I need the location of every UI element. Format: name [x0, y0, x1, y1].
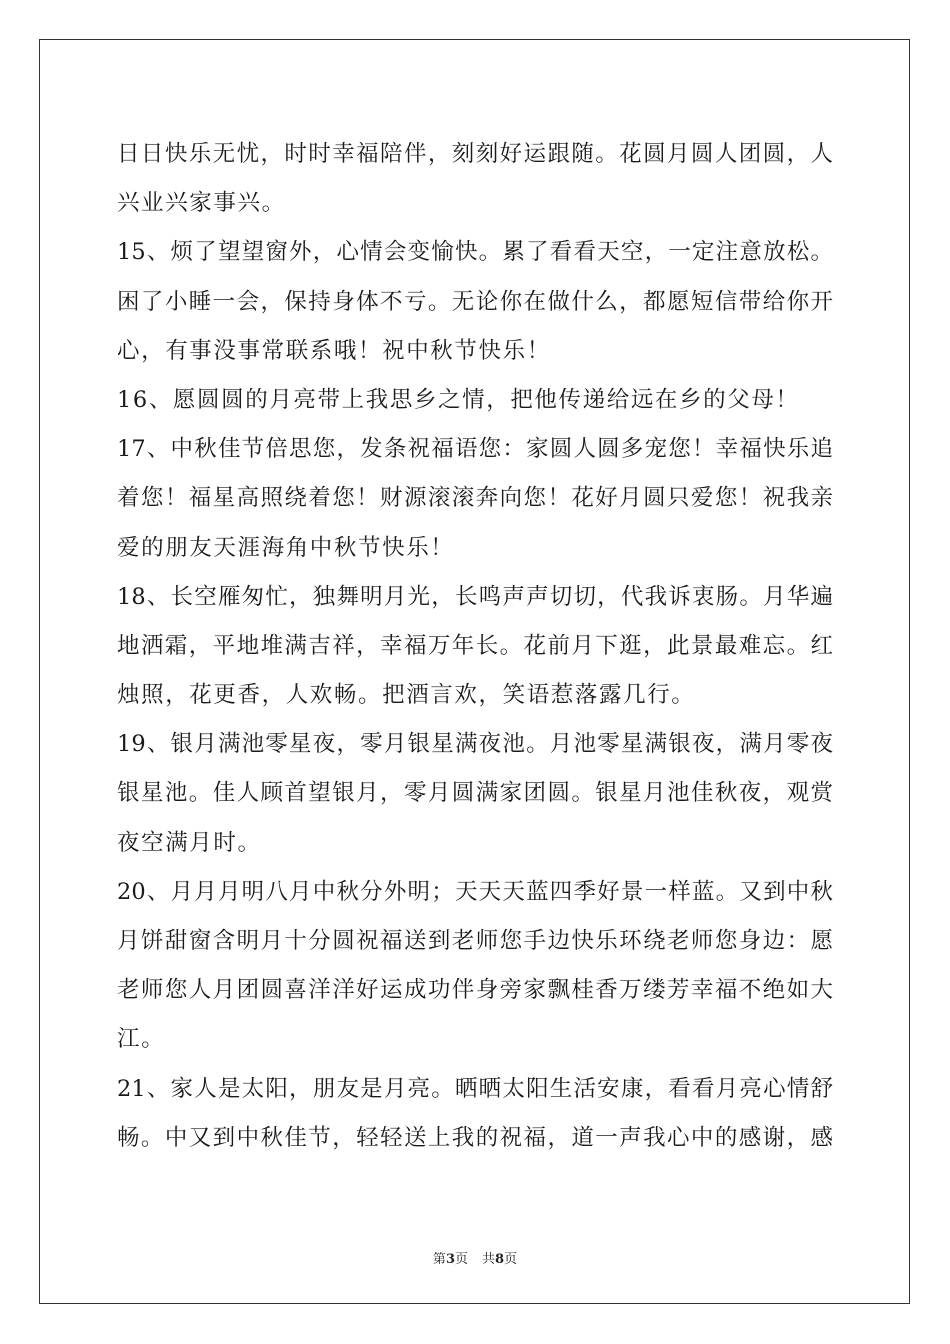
text-line: 17、中秋佳节倍思您，发条祝福语您：家圆人圆多宠您！幸福快乐追: [117, 436, 833, 463]
text-line: 老师您人月团圆喜洋洋好运成功伴身旁家飘桂香万缕芳幸福不绝如大: [117, 977, 833, 1004]
text-line: 16、愿圆圆的月亮带上我思乡之情，把他传递给远在乡的父母！: [117, 386, 800, 413]
text-line: 心，有事没事常联系哦！祝中秋节快乐！: [117, 337, 551, 364]
text-line: 21、家人是太阳，朋友是月亮。晒晒太阳生活安康，看看月亮心情舒: [117, 1075, 833, 1102]
text-line: 夜空满月时。: [117, 829, 262, 856]
page-total-count: 8: [495, 1252, 505, 1267]
text-line: 畅。中又到中秋佳节，轻轻送上我的祝福，道一声我心中的感谢，感: [117, 1124, 833, 1151]
page-total-suffix: 页: [504, 1252, 518, 1267]
text-line: 爱的朋友天涯海角中秋节快乐！: [117, 534, 455, 561]
page-number-current: 3: [445, 1252, 455, 1267]
page-footer: [0, 1248, 950, 1267]
page-number-suffix: 页: [454, 1252, 468, 1267]
document-body: [117, 130, 833, 1163]
text-line: 兴业兴家事兴。: [117, 190, 286, 217]
text-line: 着您！福星高照绕着您！财源滚滚奔向您！花好月圆只爱您！祝我亲: [117, 485, 833, 512]
text-line: 15、烦了望望窗外，心情会变愉快。累了看看天空，一定注意放松。: [117, 239, 833, 266]
text-line: 烛照，花更香，人欢畅。把酒言欢，笑语惹落露几行。: [117, 682, 696, 709]
text-line: 银星池。佳人顾首望银月，零月圆满家团圆。银星月池佳秋夜，观赏: [117, 780, 833, 807]
text-line: 18、长空雁匆忙，独舞明月光，长鸣声声切切，代我诉衷肠。月华遍: [117, 583, 833, 610]
text-line: 困了小睡一会，保持身体不亏。无论你在做什么，都愿短信带给你开: [117, 288, 833, 315]
text-line: 20、月月月明八月中秋分外明；天天天蓝四季好景一样蓝。又到中秋: [117, 878, 833, 905]
text-line: 江。: [117, 1026, 166, 1053]
text-line: 地洒霜，平地堆满吉祥，幸福万年长。花前月下逛，此景最难忘。红: [117, 632, 833, 659]
page-number-prefix: 第: [432, 1252, 446, 1267]
text-line: 日日快乐无忧，时时幸福陪伴，刻刻好运跟随。花圆月圆人团圆，人: [117, 141, 833, 167]
text-line: 月饼甜窗含明月十分圆祝福送到老师您手边快乐环绕老师您身边：愿: [117, 928, 833, 954]
page-total-prefix: 共: [482, 1252, 496, 1267]
text-line: 19、银月满池零星夜，零月银星满夜池。月池零星满银夜，满月零夜: [117, 731, 833, 758]
